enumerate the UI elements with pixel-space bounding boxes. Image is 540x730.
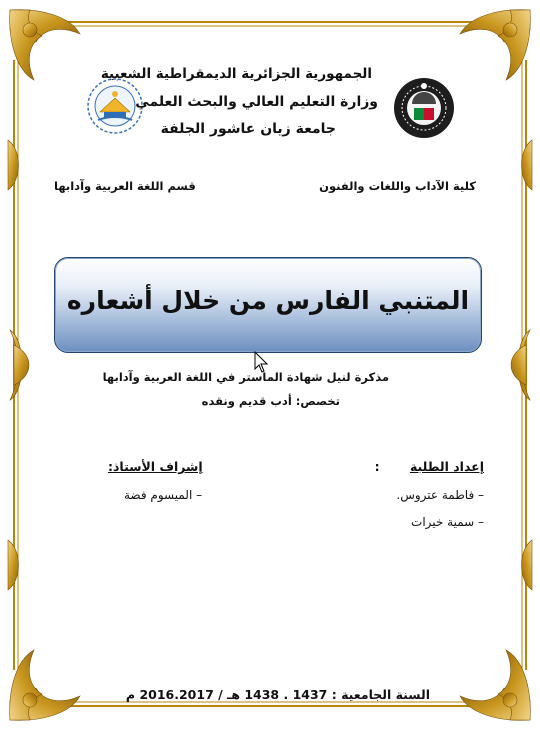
corner-ornament-top-left [10,10,80,80]
supervisor-heading: إشراف الأستاذ: [108,459,203,474]
student-name: – سمية خيرات [411,515,484,529]
students-heading: إعداد الطلبة [409,459,484,474]
students-colon: : [374,459,380,474]
republic-name: الجمهورية الجزائرية الديمقراطية الشعبية [100,66,372,82]
thesis-title: المتنبي الفارس من خلال أشعاره [66,286,470,315]
title-box [54,257,482,353]
department-name: قسم اللغة العربية وآدابها [54,179,196,193]
thesis-purpose: مذكرة لنيل شهادة الماستر في اللغة العربية وآدابها [102,370,389,384]
university-name: جامعة زيان عاشور الجلفة [160,121,336,137]
ministry-name: وزارة التعليم العالي والبحث العلمي [135,94,378,110]
corner-ornament-bottom-left [10,650,80,720]
thesis-specialty: تخصص: أدب قديم ونقده [201,394,340,408]
faculty-name: كلية الآداب واللغات والفنون [319,179,476,193]
corner-ornament-bottom-right [460,650,530,720]
academic-year: السنة الجامعية : 1437 . 1438 هـ / 2016.2017 م [125,687,430,702]
student-name: – فاطمة عتروس. [396,488,484,502]
corner-ornament-top-right [460,10,530,80]
students-heading-row [375,459,484,474]
faculty-emblem [392,74,456,142]
supervisor-name: – الميسوم فضة [124,488,203,502]
